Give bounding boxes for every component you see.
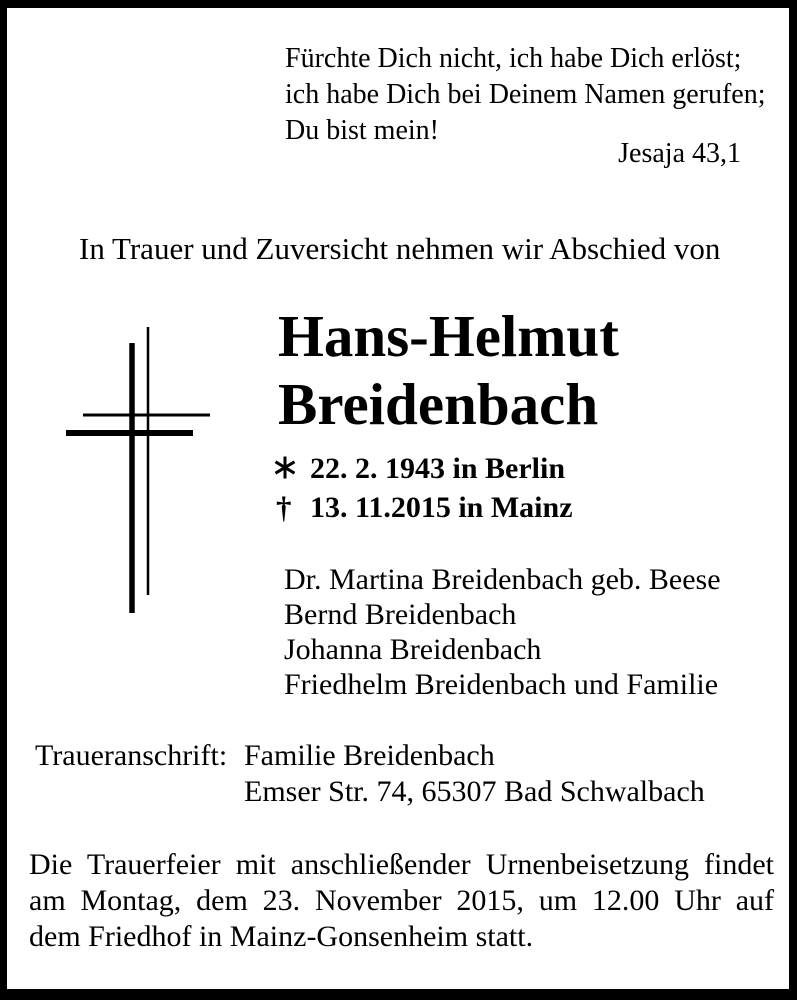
dagger-icon: † [276, 490, 292, 525]
condolence-address-label: Traueranschrift: [35, 739, 228, 772]
address-line: Familie Breidenbach [244, 739, 495, 772]
name-line-1: Hans-Helmut [278, 303, 619, 369]
funeral-line: dem Friedhof in Mainz-Gonsenheim statt. [29, 920, 534, 953]
condolence-address [244, 738, 705, 810]
quote-source: Jesaja 43,1 [618, 138, 741, 169]
mourner-line: Bernd Breidenbach [284, 598, 517, 631]
scripture-quote [285, 41, 771, 172]
funeral-line: am Montag, dem 23. November 2015, um 12.00 Uhr auf [29, 884, 774, 917]
memorial-cross-icon [64, 323, 212, 615]
death-line: 13. 11.2015 in Mainz [310, 491, 573, 524]
birth-line: 22. 2. 1943 in Berlin [310, 452, 566, 485]
mourner-line: Friedhelm Breidenbach und Familie [284, 668, 719, 701]
vital-dates [310, 449, 573, 527]
funeral-notice [29, 847, 774, 955]
mourner-line: Johanna Breidenbach [284, 633, 542, 666]
mourner-line: Dr. Martina Breidenbach geb. Beese [284, 563, 721, 596]
name-line-2: Breidenbach [278, 371, 599, 437]
deceased-name [278, 302, 619, 438]
address-line: Emser Str. 74, 65307 Bad Schwalbach [244, 775, 705, 808]
quote-line: ich habe Dich bei Deinem Namen gerufen; [285, 79, 766, 110]
mourners-list [284, 562, 721, 702]
quote-line: Du bist mein! [285, 115, 439, 146]
quote-line: Fürchte Dich nicht, ich habe Dich erlöst; [285, 43, 742, 74]
intro-line: In Trauer und Zuversicht nehmen wir Abschied von [79, 231, 721, 266]
funeral-line: Die Trauerfeier mit anschließender Urnenbeisetzung findet [29, 848, 774, 881]
born-star-icon [274, 456, 296, 479]
